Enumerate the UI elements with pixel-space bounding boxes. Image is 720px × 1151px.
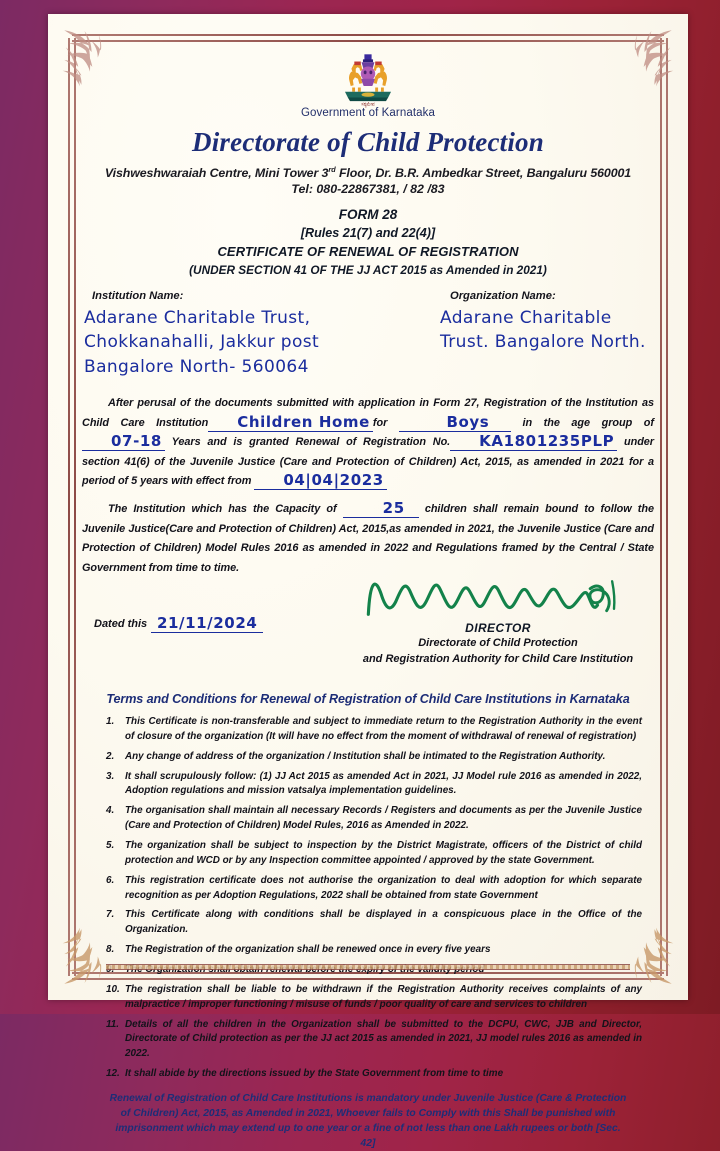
institution-type-value: Children Home — [208, 415, 373, 432]
certificate-paper — [48, 14, 688, 1150]
registration-text-d: Years and is granted Renewal of Registration No. — [171, 436, 451, 449]
terms-item: It shall abide by the directions issued by the State Government from time to time — [125, 1068, 504, 1080]
terms-item: The registration shall be liable to be withdrawn if the Registration Authority receives complaints of any malpractice / improper functioning / misuse of funds / poor quality of care and services to children — [125, 983, 642, 1010]
registration-paragraph — [82, 394, 654, 491]
effective-from-value: 04|04|2023 — [254, 473, 386, 490]
capacity-value: 25 — [343, 501, 419, 518]
registration-text-a: After perusal of the documents submitted with application in Form 27, Registration of the Institution as Child Care Institution — [82, 397, 654, 429]
director-signature-block — [348, 574, 648, 668]
form-number: FORM 28 — [338, 207, 398, 223]
dated-value: 21/11/2024 — [151, 616, 263, 633]
frame-rule-top-inner — [72, 40, 664, 42]
frame-rule-top-outer — [72, 34, 664, 36]
department-title: Directorate of Child Protection — [192, 127, 544, 158]
director-office-line2: and Registration Authority for Child Care Institution — [362, 653, 634, 666]
dated-field — [94, 613, 263, 633]
terms-item: This registration certificate does not authorise the organization to deal with adoption for which separate recognition as per Adoption Regulations, 2022 shall be obtained from state Government — [125, 874, 642, 901]
frame-rule-right-outer — [666, 38, 668, 976]
frame-rule-right-inner — [660, 38, 662, 976]
capacity-text-a: The Institution which has the Capacity of — [108, 503, 337, 516]
mandatory-warning-note: Renewal of Registration of Child Care Institutions is mandatory under Juvenile Justice (Care & Protection of Children) Act, 2015, as Amended in 2021, Whoever fails to Comply with this Shall be punished with imprisonment which may extend up to one year or a fine of not less than one Lakh rupees or both [Sec. 42] — [109, 1092, 627, 1150]
terms-list — [106, 715, 642, 1082]
director-title: DIRECTOR — [465, 620, 531, 635]
name-fields-row — [82, 290, 654, 394]
terms-title: Terms and Conditions for Renewal of Registration of Child Care Institutions in Karnataka — [106, 691, 630, 706]
terms-item: The organization shall be subject to inspection by the District Magistrate, officers of the District of child protection and WCD or by any Inspection committee appointed / approved by the state Government. — [125, 839, 642, 866]
address-post: Floor, Dr. B.R. Ambedkar Street, Bangaluru 560001 — [335, 166, 632, 181]
age-group-value: 07-18 — [82, 434, 165, 451]
government-label: Government of Karnataka — [301, 107, 435, 120]
terms-item: The Registration of the organization shall be renewed once in every five years — [125, 944, 491, 956]
under-section-note: (UNDER SECTION 41 OF THE JJ ACT 2015 as Amended in 2021) — [189, 263, 547, 278]
svg-text:ಸತ್ಯಮೇವ: ಸತ್ಯಮೇವ — [361, 102, 375, 108]
organization-name-label: Organization Name: — [450, 290, 556, 303]
gender-value: Boys — [399, 415, 511, 432]
institution-name-value — [84, 306, 319, 378]
certificate-title: CERTIFICATE OF RENEWAL OF REGISTRATION — [217, 244, 519, 260]
signature-row — [82, 594, 654, 680]
bottom-decorative-band — [106, 964, 630, 970]
registration-text-c: in the age group of — [522, 416, 654, 429]
registration-number-value: KA1801235PLP — [450, 434, 617, 451]
terms-item: The organisation shall maintain all necessary Records / Registers and documents as per the Juvenile Justice (Care and Protection of Children) Model Rules, 2016 as Amended in 2022. — [125, 805, 642, 832]
frame-rule-left-inner — [74, 38, 76, 976]
karnataka-state-emblem-icon — [332, 50, 404, 106]
address-ordinal: rd — [328, 165, 336, 175]
terms-item: This Certificate is non-transferable and subject to immediate return to the Registration Authority in the event of closure of the organization (It will have no effect from the moment of withdrawal of renewal of registration) — [125, 715, 642, 742]
terms-item: Any change of address of the organization / Institution shall be intimated to the Registration Authority. — [125, 750, 606, 762]
organization-name-line: Trust. Bangalore North. — [440, 332, 646, 353]
office-address — [82, 165, 654, 180]
institution-name-line: Bangalore North- 560064 — [84, 356, 309, 377]
registration-text-b: for — [372, 416, 388, 429]
institution-name-line: Chokkanahalli, Jakkur post — [84, 332, 320, 353]
terms-item: Details of all the children in the Organization shall be submitted to the DCPU, CWC, JJB and Director, Directorate of Child protection as per the JJ act 2015 as amended in 2021, JJ model rules 2016 as amended in 2022. — [125, 1018, 642, 1060]
office-telephone: Tel: 080-22867381, / 82 /83 — [291, 182, 445, 197]
director-handwritten-signature — [361, 574, 636, 618]
terms-item: This Certificate along with conditions shall be displayed in a conspicuous place in the Office of the Organization. — [125, 909, 642, 936]
capacity-paragraph — [82, 500, 654, 578]
rules-reference: [Rules 21(7) and 22(4)] — [300, 226, 436, 241]
terms-item: It shall scrupulously follow: (1) JJ Act 2015 as amended Act in 2021, JJ Model rule 2016 as amended in 2022, Adoption regulations and mission vatsalya implementation guidelines. — [125, 770, 642, 797]
dated-label: Dated this — [94, 617, 148, 630]
organization-name-line: Adarane Charitable — [440, 308, 612, 329]
institution-name-label: Institution Name: — [92, 290, 184, 303]
registration-text-e: under section 41(6) of the Juvenile Justice (Care and Protection of Children) Act, 2015, as amended in 2021 for a period of 5 years with effect from — [82, 436, 654, 487]
organization-name-value — [440, 306, 646, 354]
capacity-text-b: children shall remain bound to follow the Juvenile Justice(Care and Protection of Children) Act, 2015,as amended in 2021, the Juvenile Justice (Care and Protection of Children) Model Rules 2016 as amended in 2022 and Regulations framed by the Central / State Government from time to time. — [82, 503, 654, 574]
frame-rule-left-outer — [68, 38, 70, 976]
institution-name-line: Adarane Charitable Trust, — [84, 308, 311, 329]
address-pre: Vishweshwaraiah Centre, Mini Tower 3 — [104, 166, 329, 181]
director-office-line1: Directorate of Child Protection — [418, 636, 578, 649]
